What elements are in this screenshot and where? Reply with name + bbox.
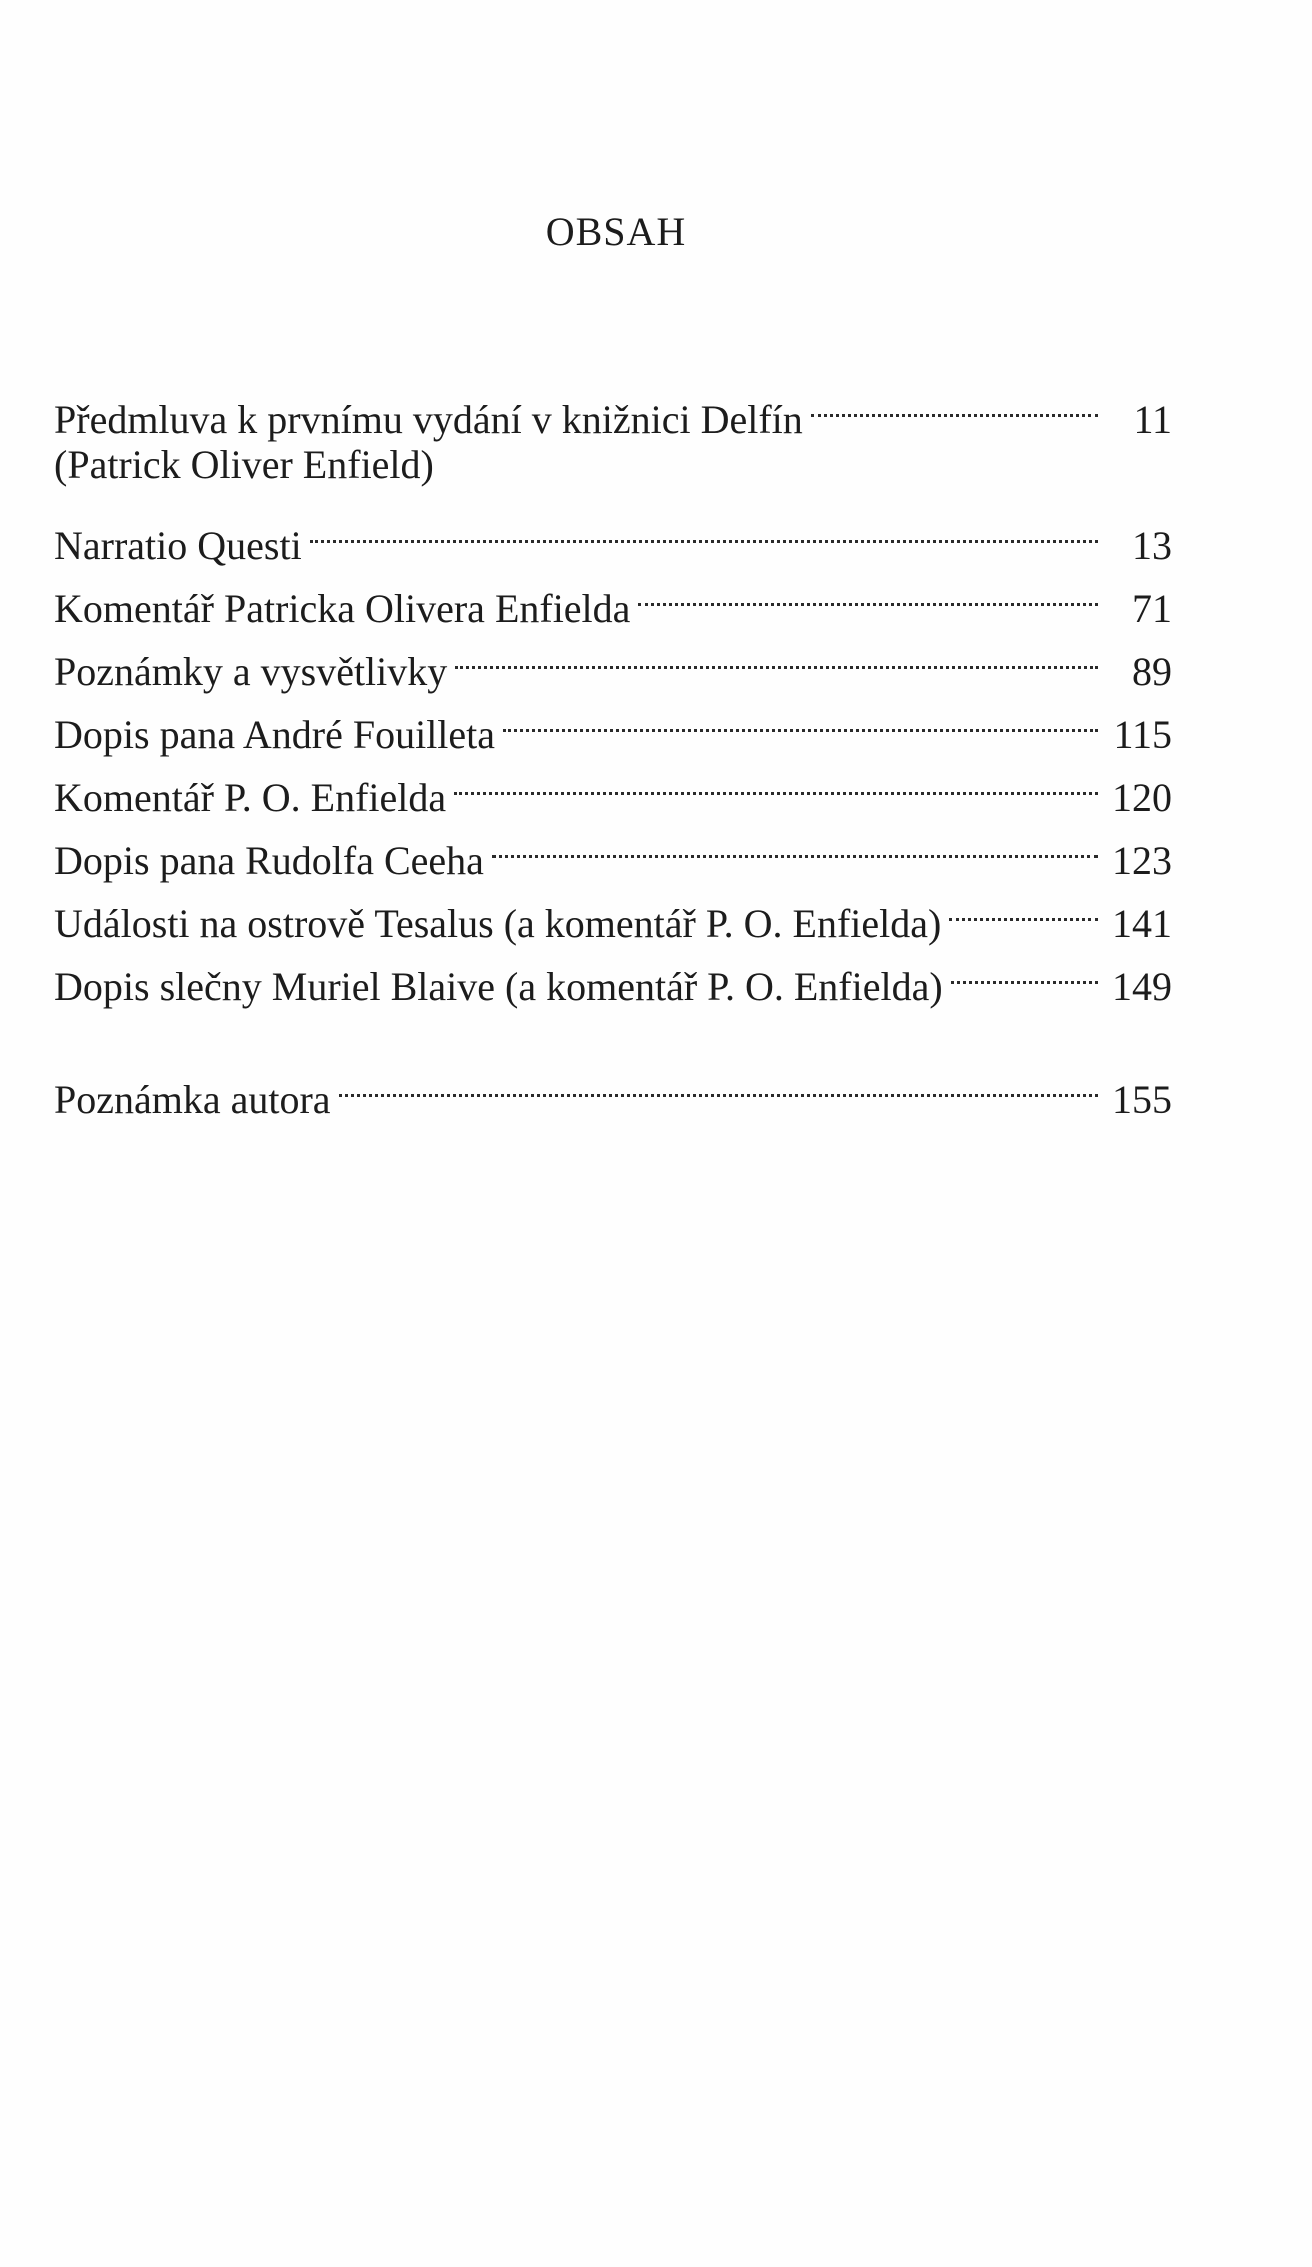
toc-entry-title: Předmluva k prvnímu vydání v knižnici Delfín xyxy=(54,397,803,442)
dot-leader xyxy=(638,559,1098,622)
dot-leader xyxy=(492,811,1098,874)
dot-leader xyxy=(949,874,1098,937)
toc-entry-title: Narratio Questi xyxy=(54,523,302,568)
toc-entry-title: Dopis slečny Muriel Blaive (a komentář P. O. Enfielda) xyxy=(54,964,943,1009)
page-title: OBSAH xyxy=(545,209,687,254)
toc-entry xyxy=(54,1050,1172,1122)
dot-leader xyxy=(454,748,1098,811)
toc-entry-title: Poznámka autora xyxy=(54,1077,331,1122)
toc-entry-title: Dopis pana André Fouilleta xyxy=(54,712,496,757)
toc-entry-page: 141 xyxy=(1112,901,1172,946)
toc-entry-title: Dopis pana Rudolfa Ceeha xyxy=(54,838,484,883)
dot-leader xyxy=(951,937,1098,1000)
toc-entry-page: 120 xyxy=(1112,775,1172,820)
dot-leader xyxy=(339,1050,1098,1113)
dot-leader xyxy=(503,685,1098,748)
toc-entry-page: 115 xyxy=(1113,712,1172,757)
toc-entry-page: 71 xyxy=(1132,586,1172,631)
toc-entry-title: Poznámky a vysvětlivky xyxy=(54,649,448,694)
toc-entry-title: (Patrick Oliver Enfield) xyxy=(54,442,434,487)
toc-entry-page: 123 xyxy=(1112,838,1172,883)
toc-entry xyxy=(54,370,1172,442)
toc-entry-title: Komentář Patricka Olivera Enfielda xyxy=(54,586,631,631)
dot-leader xyxy=(811,370,1098,433)
dot-leader xyxy=(310,496,1098,559)
toc-entry-page: 149 xyxy=(1112,964,1172,1009)
toc-entry-page: 89 xyxy=(1132,649,1172,694)
toc-entry-title: Komentář P. O. Enfielda xyxy=(54,775,447,820)
dot-leader xyxy=(455,622,1098,685)
table-of-contents xyxy=(54,370,1172,1122)
toc-entry-page: 13 xyxy=(1132,523,1172,568)
toc-entry-page: 155 xyxy=(1112,1077,1172,1122)
toc-entry xyxy=(54,496,1172,568)
toc-entry-title: Události na ostrově Tesalus (a komentář P. O. Enfielda) xyxy=(54,901,942,946)
toc-entry-page: 11 xyxy=(1133,397,1172,442)
